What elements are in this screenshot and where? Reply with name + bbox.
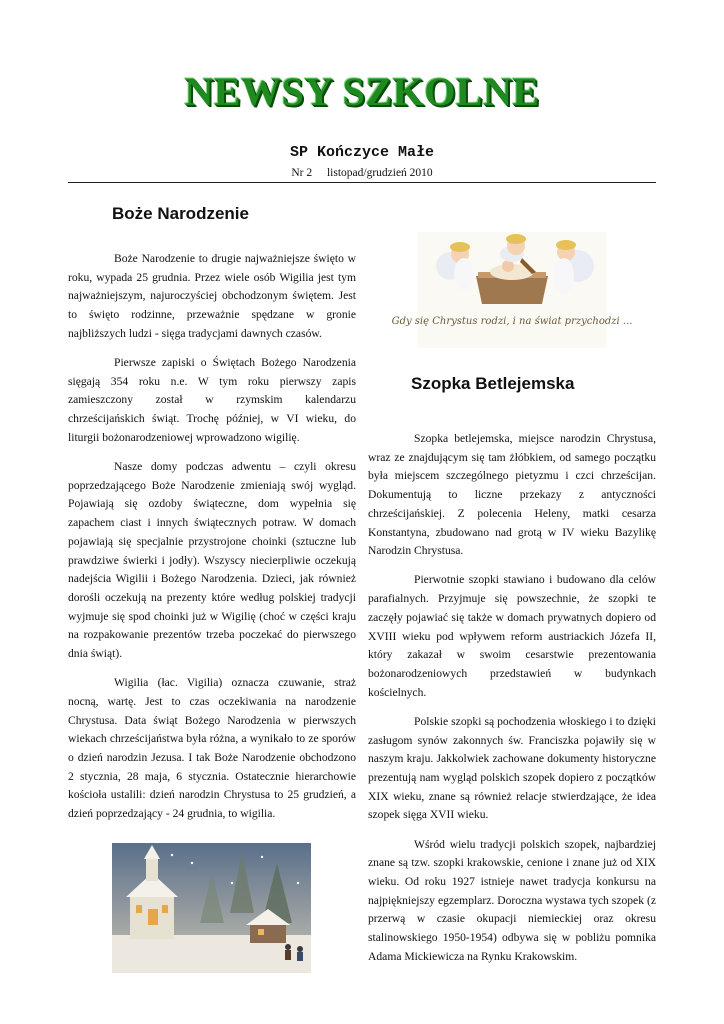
issue-date: listopad/grudzień 2010	[326, 167, 433, 179]
paragraph: Polskie szopki są pochodzenia włoskiego i to dzięki zasługom synów zakonnych św. Franciszka pojawiły się w naszym kraju. Jakkolwiek zachowane dokumenty historyczne prezentują nam wygląd polskich szopek dopiero z początków XIX wieku, znane są również relacje stwierdzające, że idea szopek sięga XVII wieku.	[368, 714, 656, 822]
newsletter-title: NEWSY SZKOLNE	[184, 69, 540, 114]
paragraph: Nasze domy podczas adwentu – czyli okresu poprzedzającego Boże Narodzenie zmieniają swój wygląd. Pojawiają się ozdoby świąteczne, dom wypełnia się zapachem ciast i innych świątecznych potraw. W domach pojawiają się specjalnie przystrojone choinki (sztuczne lub prawdziwe świerki i jodły). Wszyscy niecierpliwie oczekują nadejścia Wigilii i Bożego Narodzenia. Dzieci, jak również dorośli oczekują na prezenty które według polskiej tradycji wyjmuje się spod choinki już w Wigilię (choć w części kraju na rozpakowanie prezentów trzeba poczekać do pierwszego dnia świąt).	[68, 460, 356, 661]
article-title-boze-narodzenie: Boże Narodzenie	[112, 204, 249, 223]
header-divider	[68, 182, 656, 183]
paragraph: Szopka betlejemska, miejsce narodzin Chrystusa, wraz ze znajdującym się tam żłóbkiem, od samego początku była miejscem szczególnego pietyzmu i czci chrześcijan. Dokumentują to liczne przekazy z antyczności chrześcijańskiej. Z polecenia Heleny, matki cesarza Konstantyna, zbudowano nad grotą w IV wieku Bazylikę Narodzin Chrystusa.	[368, 432, 656, 558]
paragraph: Wśród wielu tradycji polskich szopek, najbardziej znane są tzw. szopki krakowskie, cenione i znane już od XIX wieku. Od roku 1927 istnieje nawet tradycja konkursu na najpiękniejszy egzemplarz. Doroczna wystawa tych szopek (z przerwą w czasie okupacji niemieckiej oraz okresu stalinowskiego 1950-1954) odbywa się w pobliżu pomnika Adama Mickiewicza na Rynku Krakowskim.	[368, 837, 656, 963]
paragraph: Pierwotnie szopki stawiano i budowano dla celów parafialnych. Przyjmuje się powszechnie, że szopki te zaczęły pojawiać się także w domach prywatnych dopiero od XVIII wieku pod wpływem reform austriackich Józefa II, który zakazał w swoim cesarstwie prezentowania bożonarodzeniowych przedstawień w budynkach kościelnych.	[368, 573, 656, 699]
article-title-szopka: Szopka Betlejemska	[411, 374, 575, 393]
article-body-szopka	[368, 430, 656, 977]
winter-church-illustration	[112, 843, 311, 973]
paragraph: Boże Narodzenie to drugie najważniejsze święto w roku, wypada 25 grudnia. Przez wiele osób Wigilia jest tym najważniejszym, najuroczyściej obchodzonym świętem. Jest to święto rodzinne, przeważnie spędzane w gronie najbliższych ludzi - sięga tradycjami dawnych czasów.	[68, 252, 356, 340]
paragraph: Wigilia (łac. Vigilia) oznacza czuwanie, straż nocną, wartę. Jest to czas oczekiwania na narodzenie Chrystusa. Data świąt Bożego Narodzenia w pierwszych wiekach chrześcijaństwa była różna, a wynikało to ze sporów o dzień narodzin Jezusa. I tak Boże Narodzenie obchodzono 2 stycznia, 28 maja, 6 stycznia. Ostatecznie hierarchowie kościoła ustalili: dzień narodzin Chrystusa to 25 grudzień, a dzień poprzedzający - 24 grudnia, to wigilia.	[68, 676, 356, 821]
article-body-boze-narodzenie	[68, 250, 356, 834]
school-name: SP Kończyce Małe	[289, 144, 435, 161]
issue-number: Nr 2	[291, 167, 313, 179]
paragraph: Pierwsze zapiski o Świętach Bożego Narodzenia sięgają 354 roku n.e. W tym roku pierwszy zapis zamieszczony został w rzymskim kalendarzu chrześcijańskich świąt. Trochę później, w VI wieku, do liturgii bożonarodzeniowej wprowadzono wigilię.	[68, 356, 356, 444]
angels-caption: Gdy się Chrystus rodzi, i na świat przychodzi ...	[391, 316, 633, 327]
angels-illustration	[391, 232, 633, 348]
issue-line	[0, 167, 724, 179]
